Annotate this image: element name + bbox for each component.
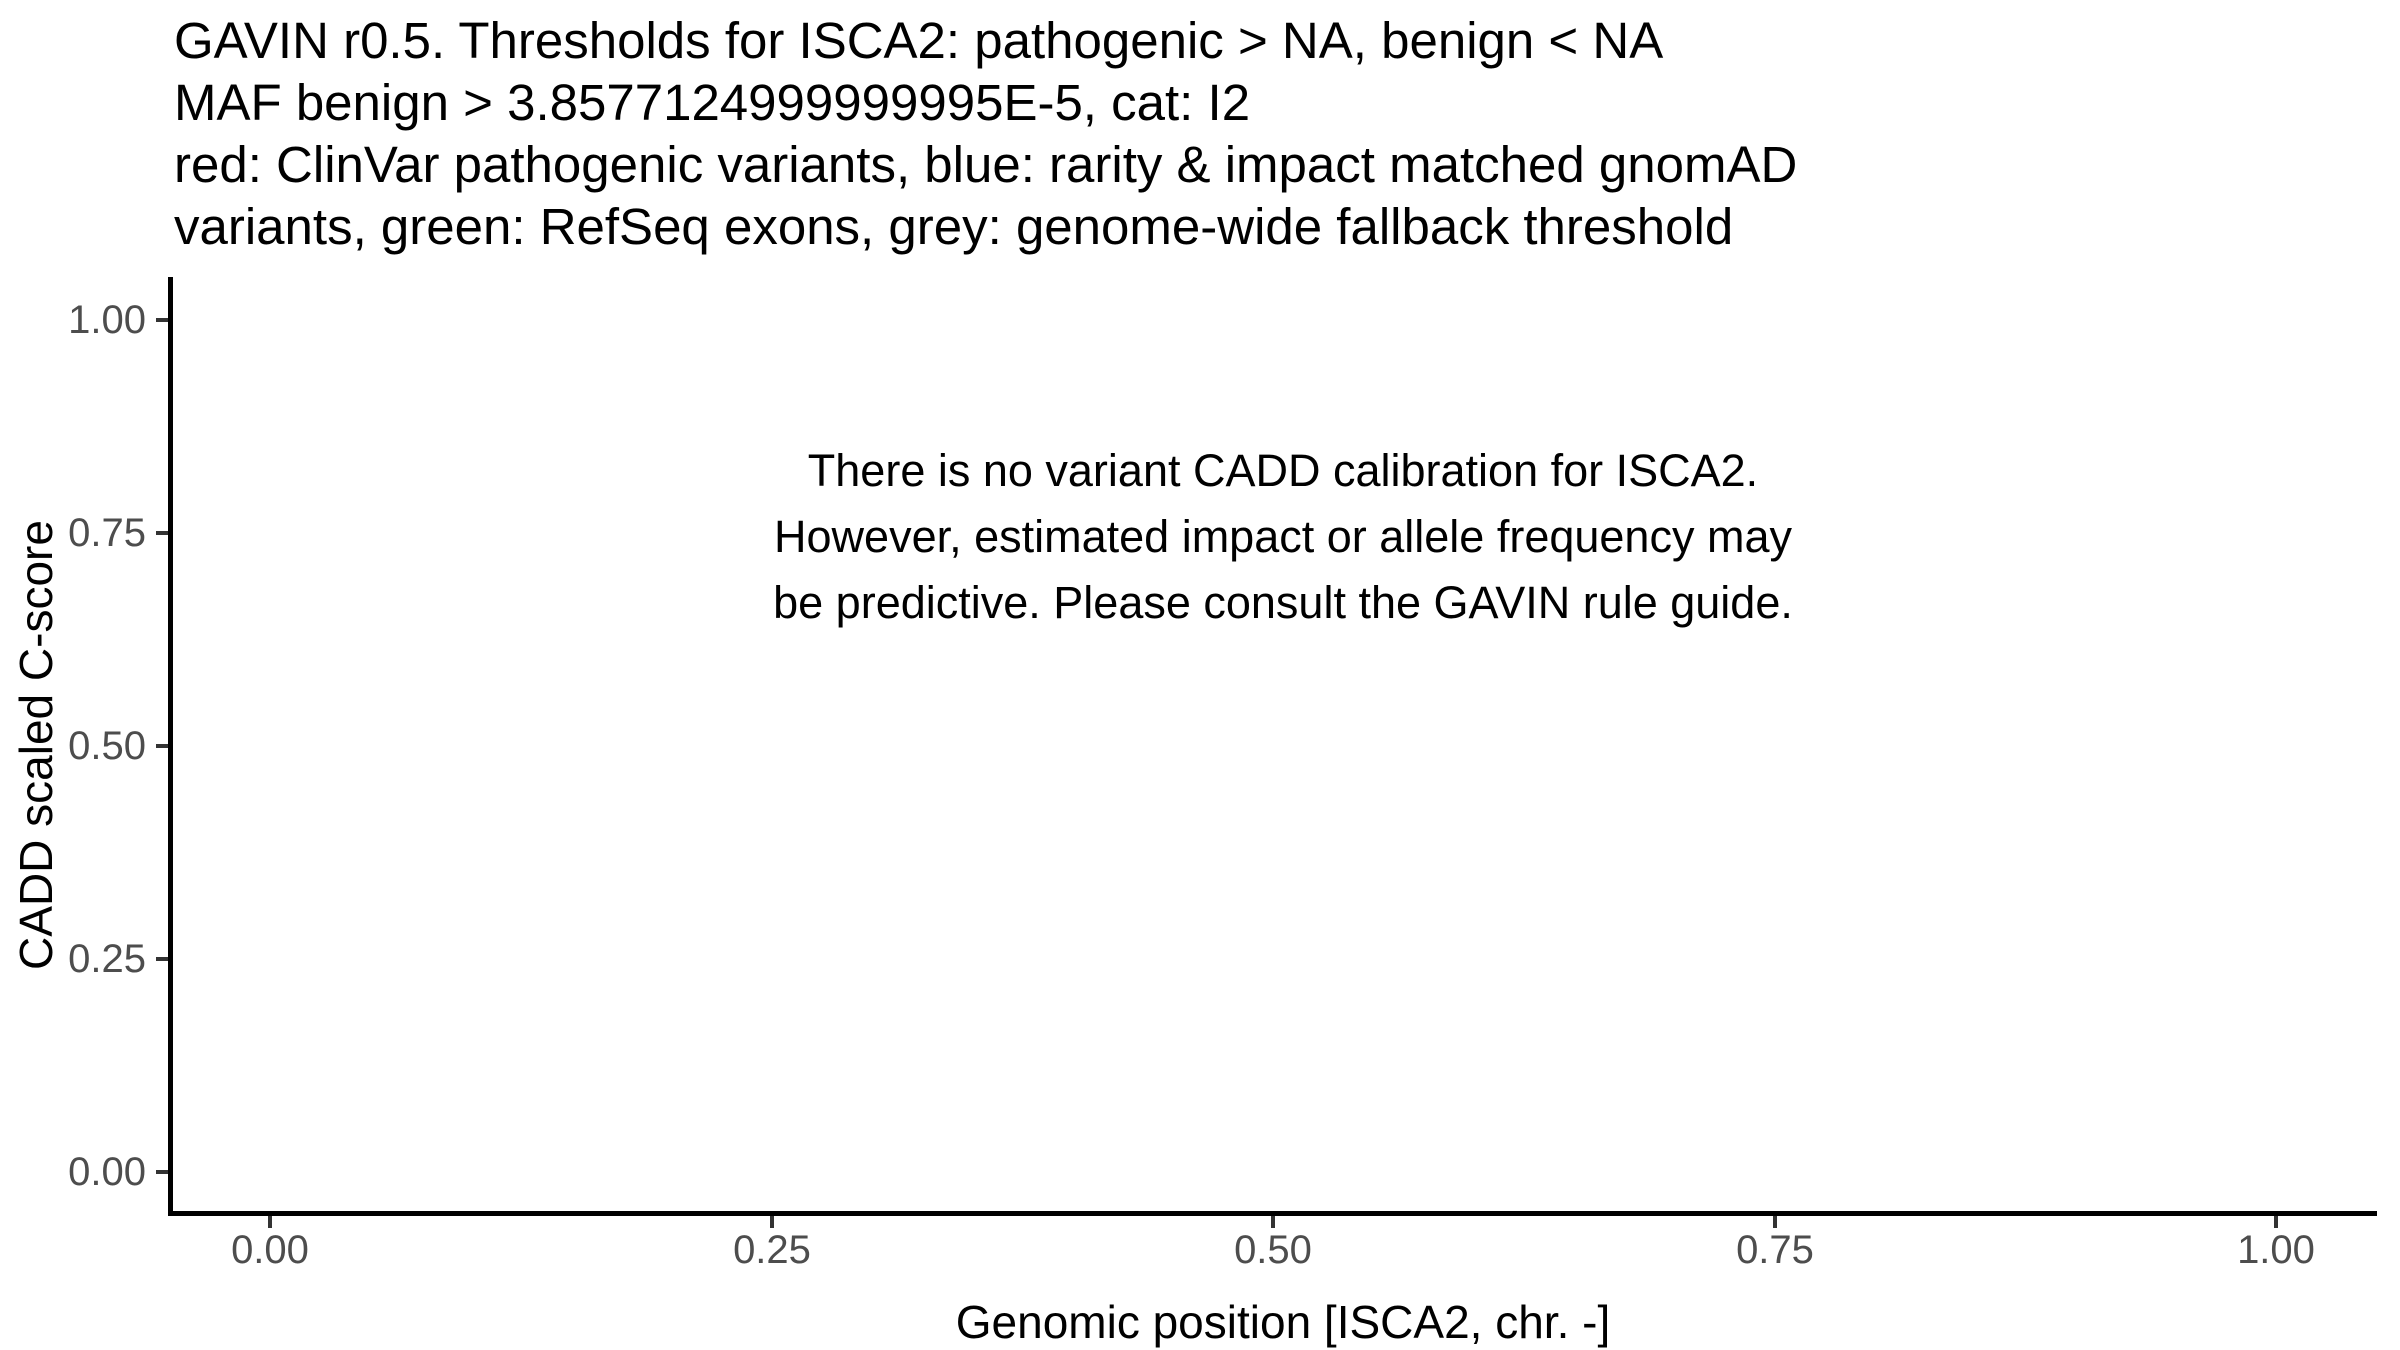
x-axis-tick bbox=[268, 1216, 272, 1228]
y-axis-tick bbox=[156, 744, 168, 748]
y-axis-tick-label: 0.25 bbox=[68, 937, 146, 981]
y-axis-title: CADD scaled C-score bbox=[10, 520, 62, 970]
x-axis-tick-label: 1.00 bbox=[2237, 1228, 2315, 1272]
annotation-line-2: However, estimated impact or allele frequency may bbox=[774, 511, 1792, 562]
plot-title-line-3: red: ClinVar pathogenic variants, blue: rarity & impact matched gnomAD bbox=[174, 136, 1798, 193]
x-axis-tick bbox=[770, 1216, 774, 1228]
y-axis-line bbox=[168, 277, 173, 1216]
x-axis-tick-label: 0.25 bbox=[733, 1228, 811, 1272]
x-axis-title: Genomic position [ISCA2, chr. -] bbox=[955, 1296, 1611, 1348]
y-axis-tick-label: 0.50 bbox=[68, 724, 146, 768]
y-axis-tick bbox=[156, 318, 168, 322]
x-axis-tick bbox=[1271, 1216, 1275, 1228]
y-axis-tick bbox=[156, 957, 168, 961]
plot-panel bbox=[173, 277, 2377, 1211]
x-axis-tick-label: 0.50 bbox=[1234, 1228, 1312, 1272]
y-axis-tick-label: 0.00 bbox=[68, 1150, 146, 1194]
y-axis-tick bbox=[156, 1170, 168, 1174]
annotation-line-3: be predictive. Please consult the GAVIN rule guide. bbox=[773, 577, 1793, 628]
x-axis-tick-label: 0.00 bbox=[231, 1228, 309, 1272]
plot-title-line-2: MAF benign > 3.8577124999999995E-5, cat: I2 bbox=[174, 74, 1251, 131]
plot-title-line-1: GAVIN r0.5. Thresholds for ISCA2: pathogenic > NA, benign < NA bbox=[174, 12, 1664, 69]
x-axis-tick bbox=[1773, 1216, 1777, 1228]
y-axis-tick-label: 0.75 bbox=[68, 511, 146, 555]
plot-title-line-4: variants, green: RefSeq exons, grey: genome-wide fallback threshold bbox=[174, 198, 1734, 255]
y-axis-tick-label: 1.00 bbox=[68, 298, 146, 342]
y-axis-tick bbox=[156, 531, 168, 535]
annotation-line-1: There is no variant CADD calibration for ISCA2. bbox=[807, 445, 1759, 496]
no-calibration-annotation bbox=[683, 438, 1883, 636]
plot-title bbox=[174, 10, 1797, 258]
x-axis-tick bbox=[2274, 1216, 2278, 1228]
x-axis-tick-label: 0.75 bbox=[1736, 1228, 1814, 1272]
